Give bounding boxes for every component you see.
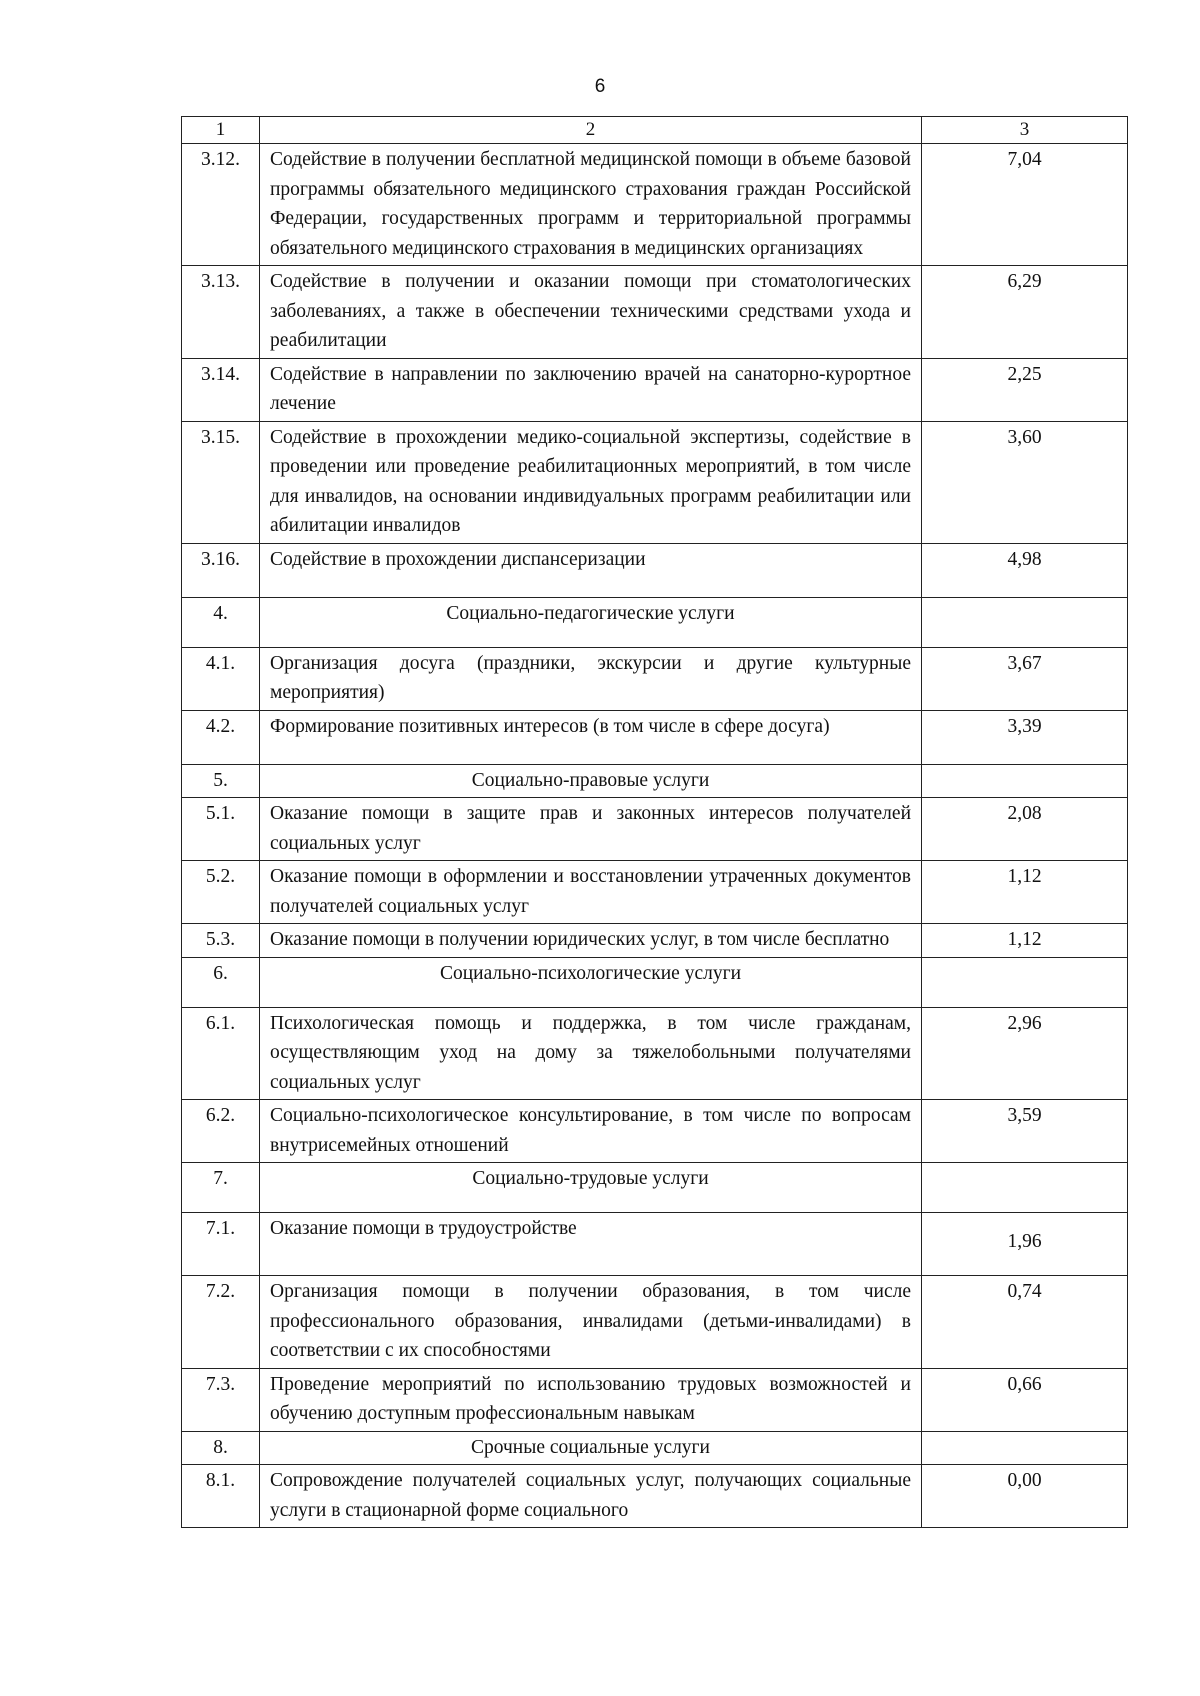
service-description: Социально-психологическое консультирование, в том числе по вопросам внутрисемейных отношений (260, 1100, 922, 1163)
service-value (922, 1431, 1128, 1465)
service-value (922, 764, 1128, 798)
section-row (182, 597, 1128, 647)
table-row (182, 861, 1128, 924)
section-row (182, 764, 1128, 798)
table-row (182, 1368, 1128, 1431)
row-number: 6. (182, 957, 260, 1007)
row-number: 5. (182, 764, 260, 798)
service-description: Оказание помощи в трудоустройстве (260, 1213, 922, 1276)
service-value: 2,25 (922, 358, 1128, 421)
table-row (182, 1100, 1128, 1163)
table-row (182, 798, 1128, 861)
service-description: Формирование позитивных интересов (в том числе в сфере досуга) (260, 710, 922, 764)
service-description: Оказание помощи в защите прав и законных интересов получателей социальных услуг (260, 798, 922, 861)
table-row (182, 924, 1128, 958)
row-number: 7.3. (182, 1368, 260, 1431)
table-header-row (182, 117, 1128, 144)
service-description: Содействие в получении и оказании помощи при стоматологических заболеваниях, а также в обеспечении техническими средствами ухода и реабилитации (260, 266, 922, 359)
header-col-3: 3 (922, 117, 1128, 144)
section-title: Социально-педагогические услуги (260, 597, 922, 647)
table-row (182, 421, 1128, 543)
service-value: 4,98 (922, 543, 1128, 597)
section-row (182, 1163, 1128, 1213)
table-row (182, 543, 1128, 597)
service-value: 3,60 (922, 421, 1128, 543)
table-row (182, 710, 1128, 764)
row-number: 5.3. (182, 924, 260, 958)
row-number: 3.14. (182, 358, 260, 421)
row-number: 3.12. (182, 144, 260, 266)
row-number: 8. (182, 1431, 260, 1465)
service-value: 1,12 (922, 861, 1128, 924)
service-value: 1,96 (922, 1213, 1128, 1276)
table-row (182, 1007, 1128, 1100)
row-number: 6.1. (182, 1007, 260, 1100)
service-description: Организация помощи в получении образования, в том числе профессионального образования, инвалидами (детьми-инвалидами) в соответствии с их способностями (260, 1276, 922, 1369)
service-value: 0,66 (922, 1368, 1128, 1431)
row-number: 4. (182, 597, 260, 647)
row-number: 3.15. (182, 421, 260, 543)
table-row (182, 266, 1128, 359)
section-title: Социально-трудовые услуги (260, 1163, 922, 1213)
service-description: Сопровождение получателей социальных услуг, получающих социальные услуги в стационарной форме социального (260, 1465, 922, 1528)
service-value (922, 957, 1128, 1007)
section-title: Социально-правовые услуги (260, 764, 922, 798)
service-description: Оказание помощи в получении юридических услуг, в том числе бесплатно (260, 924, 922, 958)
services-table-body (182, 117, 1128, 1528)
row-number: 5.1. (182, 798, 260, 861)
header-col-1: 1 (182, 117, 260, 144)
row-number: 6.2. (182, 1100, 260, 1163)
row-number: 7.2. (182, 1276, 260, 1369)
service-description: Содействие в направлении по заключению врачей на санаторно-курортное лечение (260, 358, 922, 421)
service-description: Содействие в прохождении медико-социальной экспертизы, содействие в проведении или проведение реабилитационных мероприятий, в том числе для инвалидов, на основании индивидуальных программ реабилитации или абилитации инвалидов (260, 421, 922, 543)
table-row (182, 358, 1128, 421)
service-description: Организация досуга (праздники, экскурсии и другие культурные мероприятия) (260, 647, 922, 710)
row-number: 8.1. (182, 1465, 260, 1528)
section-row (182, 957, 1128, 1007)
service-description: Содействие в прохождении диспансеризации (260, 543, 922, 597)
service-description: Оказание помощи в оформлении и восстановлении утраченных документов получателей социальных услуг (260, 861, 922, 924)
service-value: 0,00 (922, 1465, 1128, 1528)
row-number: 7.1. (182, 1213, 260, 1276)
service-value: 0,74 (922, 1276, 1128, 1369)
service-description: Психологическая помощь и поддержка, в том числе гражданам, осуществляющим уход на дому за тяжелобольными получателями социальных услуг (260, 1007, 922, 1100)
row-number: 7. (182, 1163, 260, 1213)
service-value: 3,59 (922, 1100, 1128, 1163)
row-number: 5.2. (182, 861, 260, 924)
table-row (182, 144, 1128, 266)
row-number: 4.2. (182, 710, 260, 764)
services-table (181, 116, 1128, 1528)
service-value: 3,67 (922, 647, 1128, 710)
service-value: 6,29 (922, 266, 1128, 359)
service-value (922, 597, 1128, 647)
table-row (182, 1213, 1128, 1276)
table-row (182, 1276, 1128, 1369)
section-row (182, 1431, 1128, 1465)
table-row (182, 647, 1128, 710)
service-value: 2,96 (922, 1007, 1128, 1100)
service-value: 1,12 (922, 924, 1128, 958)
header-col-2: 2 (260, 117, 922, 144)
page-number: 6 (594, 76, 606, 97)
service-description: Проведение мероприятий по использованию трудовых возможностей и обучению доступным профессиональным навыкам (260, 1368, 922, 1431)
service-description: Содействие в получении бесплатной медицинской помощи в объеме базовой программы обязательного медицинского страхования граждан Российской Федерации, государственных программ и территориальной программы обязательного медицинского страхования в медицинских организациях (260, 144, 922, 266)
table-row (182, 1465, 1128, 1528)
section-title: Социально-психологические услуги (260, 957, 922, 1007)
row-number: 3.16. (182, 543, 260, 597)
service-value: 3,39 (922, 710, 1128, 764)
section-title: Срочные социальные услуги (260, 1431, 922, 1465)
service-value: 7,04 (922, 144, 1128, 266)
service-value: 2,08 (922, 798, 1128, 861)
row-number: 4.1. (182, 647, 260, 710)
service-value (922, 1163, 1128, 1213)
row-number: 3.13. (182, 266, 260, 359)
